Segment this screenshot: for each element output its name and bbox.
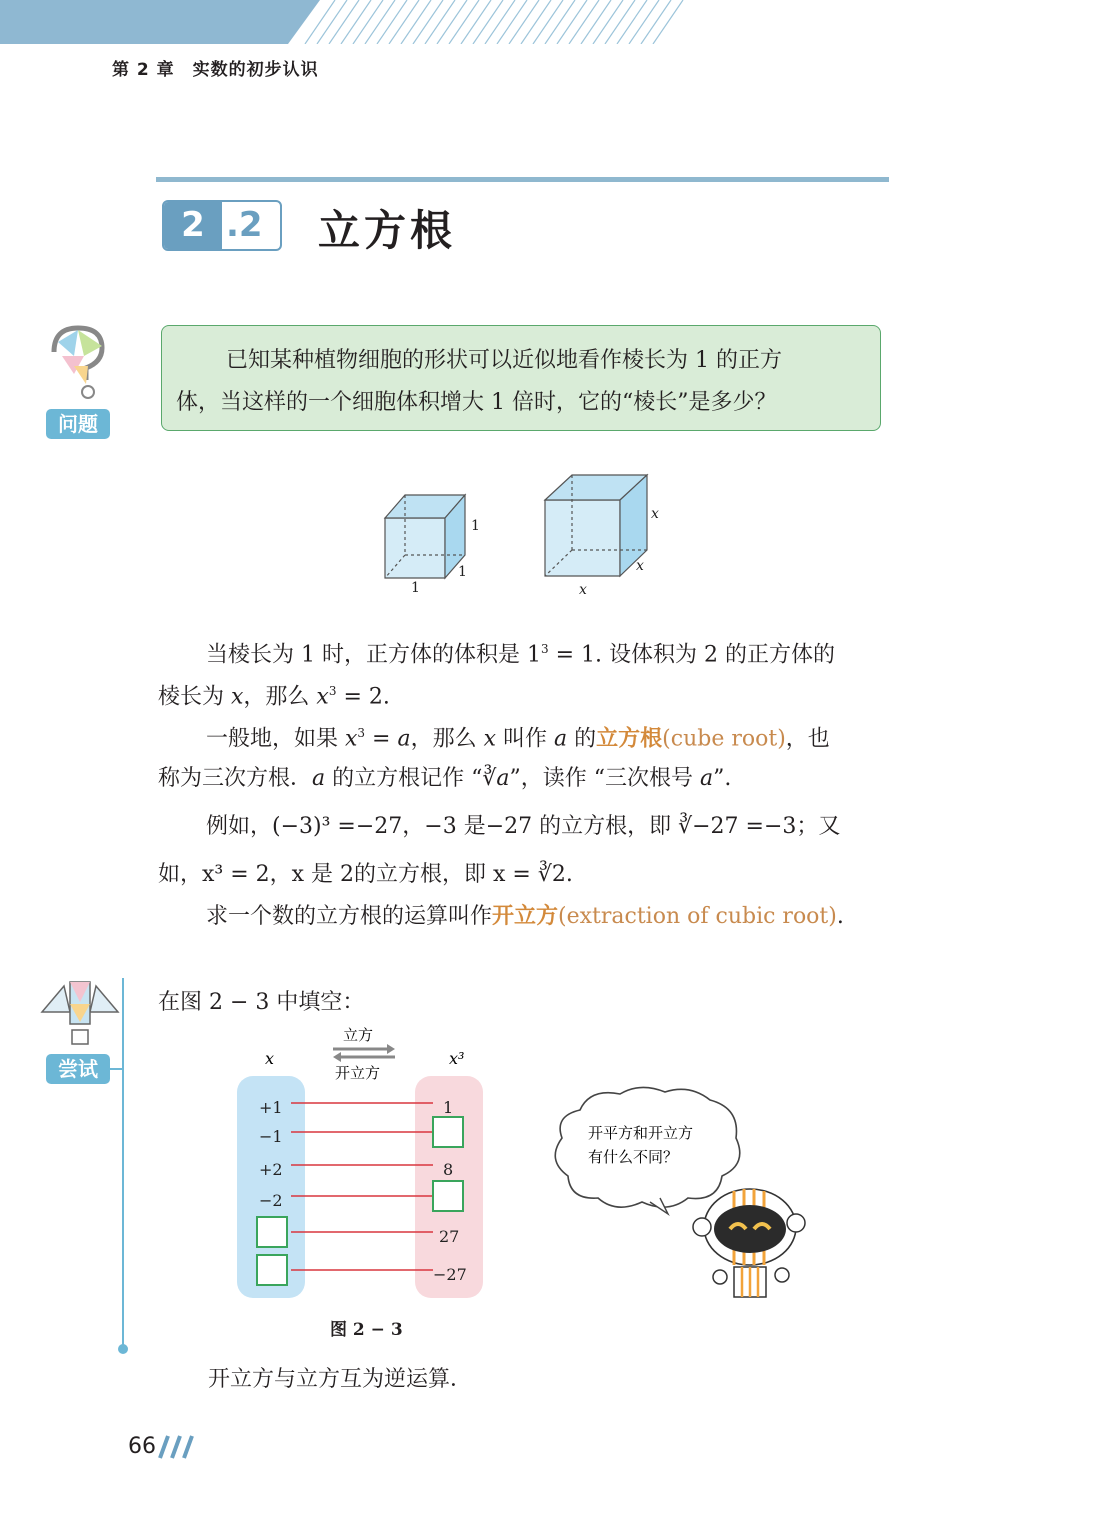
arrow-label-cube: 立方: [343, 1026, 374, 1044]
title-rule: [156, 177, 889, 182]
body-text: 的: [567, 726, 597, 752]
direction-arrows: [333, 1044, 395, 1062]
body-line-2: [158, 676, 890, 712]
mapping-figure: [225, 1020, 505, 1310]
answer-box-right[interactable]: [433, 1181, 463, 1211]
row-4-left: −2: [259, 1191, 283, 1210]
robot-mascot: [690, 1185, 808, 1300]
variable: a: [312, 766, 326, 791]
keyword-extraction: 开立方: [492, 904, 559, 929]
figure-caption: 图 2 − 3: [330, 1320, 403, 1340]
body-text: 当棱长为 1 时，正方体的体积是 1: [206, 642, 541, 668]
large-cube-edge-bottom: x: [579, 582, 587, 598]
bubble-line-2: 有什么不同？: [588, 1148, 679, 1166]
body-text: = 2.: [336, 684, 390, 710]
top-band: [0, 0, 1093, 44]
variable: x: [345, 726, 358, 752]
row-1-left: +1: [259, 1098, 283, 1117]
question-mark-icon: [44, 322, 116, 404]
try-sidebar-dot: [118, 1344, 128, 1354]
question-line-2: 体，当这样的一个细胞体积增大 1 倍时，它的“棱长”是多少？: [176, 390, 777, 415]
exponent: 3: [357, 726, 366, 740]
variable: x: [316, 684, 329, 710]
body-text: =: [365, 726, 398, 752]
answer-box-right[interactable]: [433, 1117, 463, 1147]
try-conclusion: 开立方与立方互为逆运算．: [208, 1367, 473, 1392]
variable: x: [231, 684, 244, 710]
bubble-line-1: 开平方和开立方: [588, 1124, 694, 1142]
body-text: ，那么: [243, 684, 317, 710]
small-cube: [385, 495, 465, 578]
section-number-minor: .2: [226, 205, 263, 245]
body-line-6: 如，x³ = 2，x 是 2的立方根，即 x = ∛2.: [158, 862, 573, 887]
arrow-label-cube-root: 开立方: [335, 1064, 381, 1082]
try-label: 尝试: [46, 1054, 110, 1084]
body-text: 棱长为: [158, 684, 231, 710]
section-number-major: 2: [164, 202, 222, 249]
exponent: 3: [328, 684, 337, 698]
body-text: 的立方根记作 “: [325, 766, 483, 791]
exclamation-icon: [40, 978, 120, 1048]
body-line-3: [158, 718, 890, 754]
try-instruction: 在图 2 − 3 中填空：: [158, 990, 365, 1015]
question-line-1: 已知某种植物细胞的形状可以近似地看作棱长为 1 的正方: [226, 348, 782, 373]
small-cube-edge-bottom: 1: [411, 580, 420, 596]
cube-root-notation: ∛a: [482, 766, 510, 791]
body-text: = 1. 设体积为 2 的正方体的: [548, 642, 836, 668]
body-line-7: [158, 902, 890, 932]
large-cube-edge-right: x: [651, 506, 659, 522]
variable: a: [700, 766, 714, 791]
page-slash-decoration: [158, 1434, 198, 1460]
section-number-badge: [162, 200, 282, 251]
x-cubed-header: x³: [449, 1049, 465, 1068]
body-text: ”.: [713, 766, 732, 791]
row-5-right: 27: [439, 1227, 460, 1246]
body-text: 叫作: [496, 726, 555, 752]
english-term: (cube root): [662, 726, 786, 752]
try-sidebar-tick: [110, 1068, 124, 1070]
try-sidebar-line: [122, 978, 124, 1350]
x-header: x: [265, 1049, 275, 1068]
page-number: 66: [128, 1434, 156, 1459]
question-box: [161, 325, 881, 431]
small-cube-edge-right: 1: [471, 518, 480, 534]
body-text: 称为三次方根．: [158, 766, 313, 791]
small-cube-edge-front: 1: [458, 564, 467, 580]
body-text: 一般地，如果: [206, 726, 345, 752]
body-line-5: 例如，(−3)³ =−27，−3 是−27 的立方根，即 ∛−27 =−3；又: [206, 814, 841, 839]
large-cube-edge-front: x: [636, 558, 644, 574]
chapter-header: 第 2 章 实数的初步认识: [112, 60, 319, 80]
body-text: 求一个数的立方根的运算叫作: [206, 904, 493, 929]
answer-box-left[interactable]: [257, 1255, 287, 1285]
body-text: .: [836, 904, 844, 929]
keyword-cube-root: 立方根: [596, 726, 663, 752]
variable: a: [397, 726, 411, 752]
english-term: (extraction of cubic root): [558, 904, 837, 929]
question-label: 问题: [46, 409, 110, 439]
cubes-figure: [370, 470, 670, 600]
row-6-right: −27: [433, 1265, 467, 1284]
body-text: ，也: [785, 726, 830, 752]
body-text: ”，读作 “三次根号: [509, 766, 700, 791]
exponent: 3: [540, 642, 549, 656]
row-3-right: 8: [443, 1160, 454, 1179]
large-cube: [545, 475, 647, 576]
row-2-left: −1: [259, 1127, 283, 1146]
variable: a: [554, 726, 568, 752]
section-title: 立方根: [318, 206, 457, 255]
body-text: ，那么: [410, 726, 484, 752]
answer-box-left[interactable]: [257, 1217, 287, 1247]
body-line-1: [158, 634, 890, 670]
variable: x: [483, 726, 497, 752]
row-1-right: 1: [443, 1098, 454, 1117]
body-line-4: [158, 764, 890, 794]
row-3-left: +2: [259, 1160, 283, 1179]
